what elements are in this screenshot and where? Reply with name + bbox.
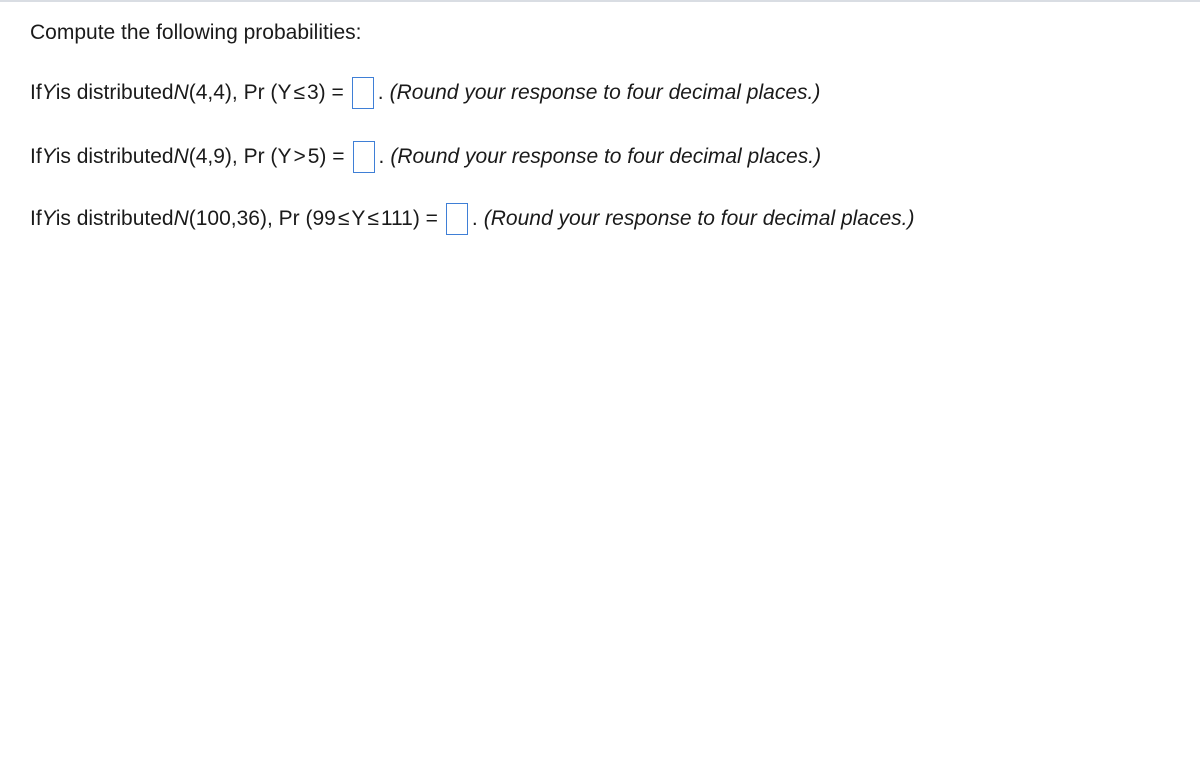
q1-answer-input[interactable] [352, 77, 374, 109]
q3-period: . [471, 207, 478, 230]
q3-operator-left: ≤ [337, 207, 350, 230]
q3-expr-rest: 111) = [380, 207, 438, 230]
q2-var: Y [41, 145, 56, 168]
top-divider [0, 0, 1200, 2]
q2-expr-var: Y [277, 145, 292, 168]
q3-round-note: (Round your response to four decimal places.) [483, 207, 915, 230]
q1-params: (4,4), Pr ( [188, 81, 278, 104]
q3-params: (100,36), Pr (99 [188, 207, 336, 230]
question-2 [30, 141, 821, 173]
instruction-text [30, 20, 362, 46]
q1-operator: ≤ [293, 81, 305, 104]
q1-expr-var: Y [277, 81, 292, 104]
q3-prefix: If [30, 207, 42, 230]
q3-var: Y [41, 207, 56, 230]
q1-dist: N [173, 81, 189, 104]
instruction-label: Compute the following probabilities: [30, 21, 362, 44]
q1-is-distributed: is distributed [55, 81, 174, 104]
q2-period: . [378, 145, 385, 168]
q1-period: . [377, 81, 384, 104]
q2-dist: N [173, 145, 189, 168]
q3-operator: ≤ [367, 207, 379, 230]
q1-prefix: If [30, 81, 42, 104]
q3-dist: N [173, 207, 189, 230]
q3-is-distributed: is distributed [55, 207, 174, 230]
q2-prefix: If [30, 145, 42, 168]
q2-is-distributed: is distributed [55, 145, 174, 168]
q3-answer-input[interactable] [446, 203, 468, 235]
q2-round-note: (Round your response to four decimal places.) [390, 145, 822, 168]
q2-expr-rest: 5) = [307, 145, 345, 168]
q2-answer-input[interactable] [353, 141, 375, 173]
question-3 [30, 203, 914, 235]
q2-operator: > [293, 145, 306, 168]
q2-params: (4,9), Pr ( [188, 145, 278, 168]
q1-var: Y [41, 81, 56, 104]
q1-expr-rest: 3) = [306, 81, 344, 104]
q3-expr-var: Y [351, 207, 366, 230]
q1-round-note: (Round your response to four decimal places.) [389, 81, 821, 104]
question-1 [30, 77, 820, 109]
